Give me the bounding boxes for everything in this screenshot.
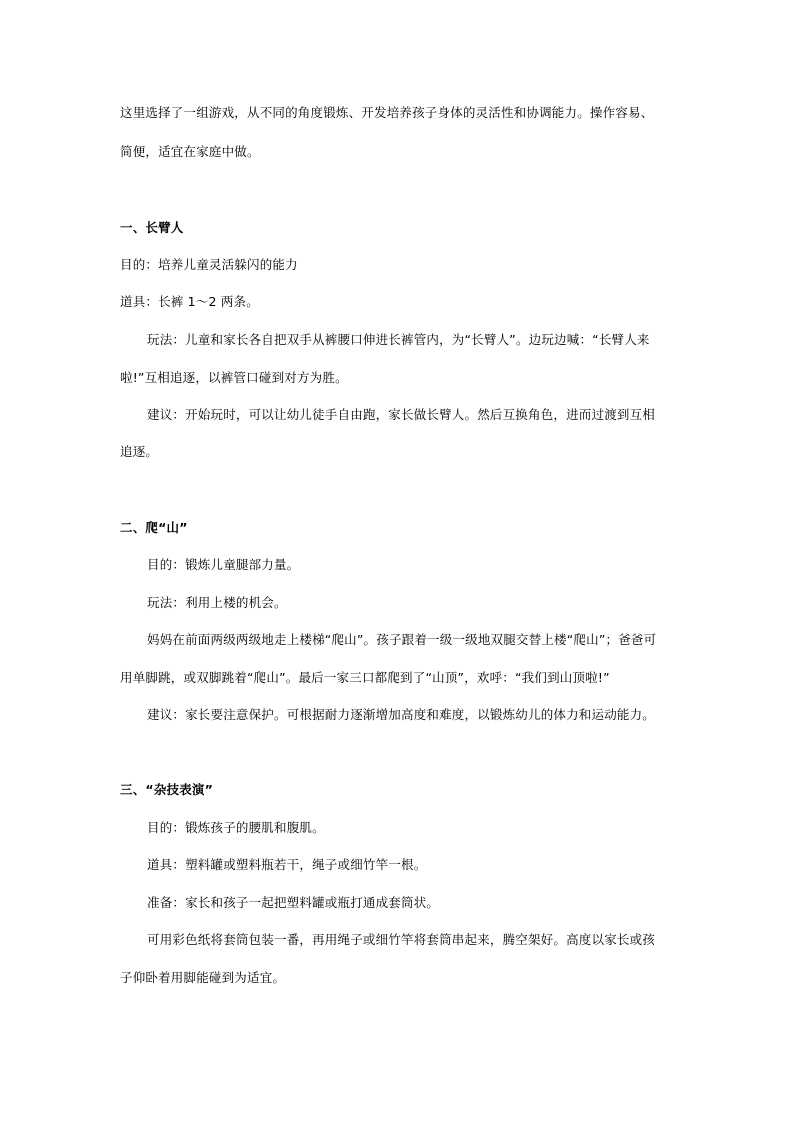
section-3-props: 道具：塑料罐或塑料瓶若干，绳子或细竹竿一根。 bbox=[147, 857, 427, 872]
section-1-advice-line-1: 建议：开始玩时，可以让幼儿徒手自由跑，家长做长臂人。然后互换角色，进而过渡到互相 bbox=[147, 407, 656, 422]
section-3-purpose: 目的：锻炼孩子的腰肌和腹肌。 bbox=[147, 820, 325, 835]
section-3-desc-line-2: 子仰卧着用脚能碰到为适宜。 bbox=[120, 970, 286, 985]
section-1-heading: 一、长臂人 bbox=[120, 220, 184, 235]
section-1-play-line-2: 啦!”互相追逐，以裤管口碰到对方为胜。 bbox=[120, 370, 348, 385]
intro-line-2: 简便，适宜在家庭中做。 bbox=[120, 144, 260, 159]
section-3-desc-line-1: 可用彩色纸将套筒包装一番，再用绳子或细竹竿将套筒串起来，腾空架好。高度以家长或孩 bbox=[147, 932, 656, 947]
section-1-play-line-1: 玩法：儿童和家长各自把双手从裤腰口伸进长裤管内，为“长臂人”。边玩边喊：“长臂人来 bbox=[147, 332, 650, 347]
section-1-props: 道具：长裤 1～2 两条。 bbox=[120, 294, 259, 309]
section-3-heading: 三、“杂技表演” bbox=[120, 782, 214, 797]
intro-line-1: 这里选择了一组游戏，从不同的角度锻炼、开发培养孩子身体的灵活性和协调能力。操作容易、 bbox=[120, 105, 654, 120]
section-1-advice-line-2: 追逐。 bbox=[120, 444, 159, 459]
section-2-play: 玩法：利用上楼的机会。 bbox=[147, 595, 287, 610]
section-2-advice: 建议：家长要注意保护。可根据耐力逐渐增加高度和难度，以锻炼幼儿的体力和运动能力。 bbox=[147, 707, 656, 722]
section-2-heading: 二、爬“山” bbox=[120, 520, 188, 535]
section-1-purpose: 目的：培养儿童灵活躲闪的能力 bbox=[120, 257, 298, 272]
section-3-prep: 准备：家长和孩子一起把塑料罐或瓶打通成套筒状。 bbox=[147, 895, 440, 910]
section-2-desc-line-2: 用单脚跳，或双脚跳着“爬山”。最后一家三口都爬到了“山顶”，欢呼：“我们到山顶啦!” bbox=[120, 670, 610, 685]
section-2-desc-line-1: 妈妈在前面两级两级地走上楼梯“爬山”。孩子跟着一级一级地双腿交替上楼“爬山”；爸爸可 bbox=[147, 632, 657, 647]
section-2-purpose: 目的：锻炼儿童腿部力量。 bbox=[147, 557, 300, 572]
